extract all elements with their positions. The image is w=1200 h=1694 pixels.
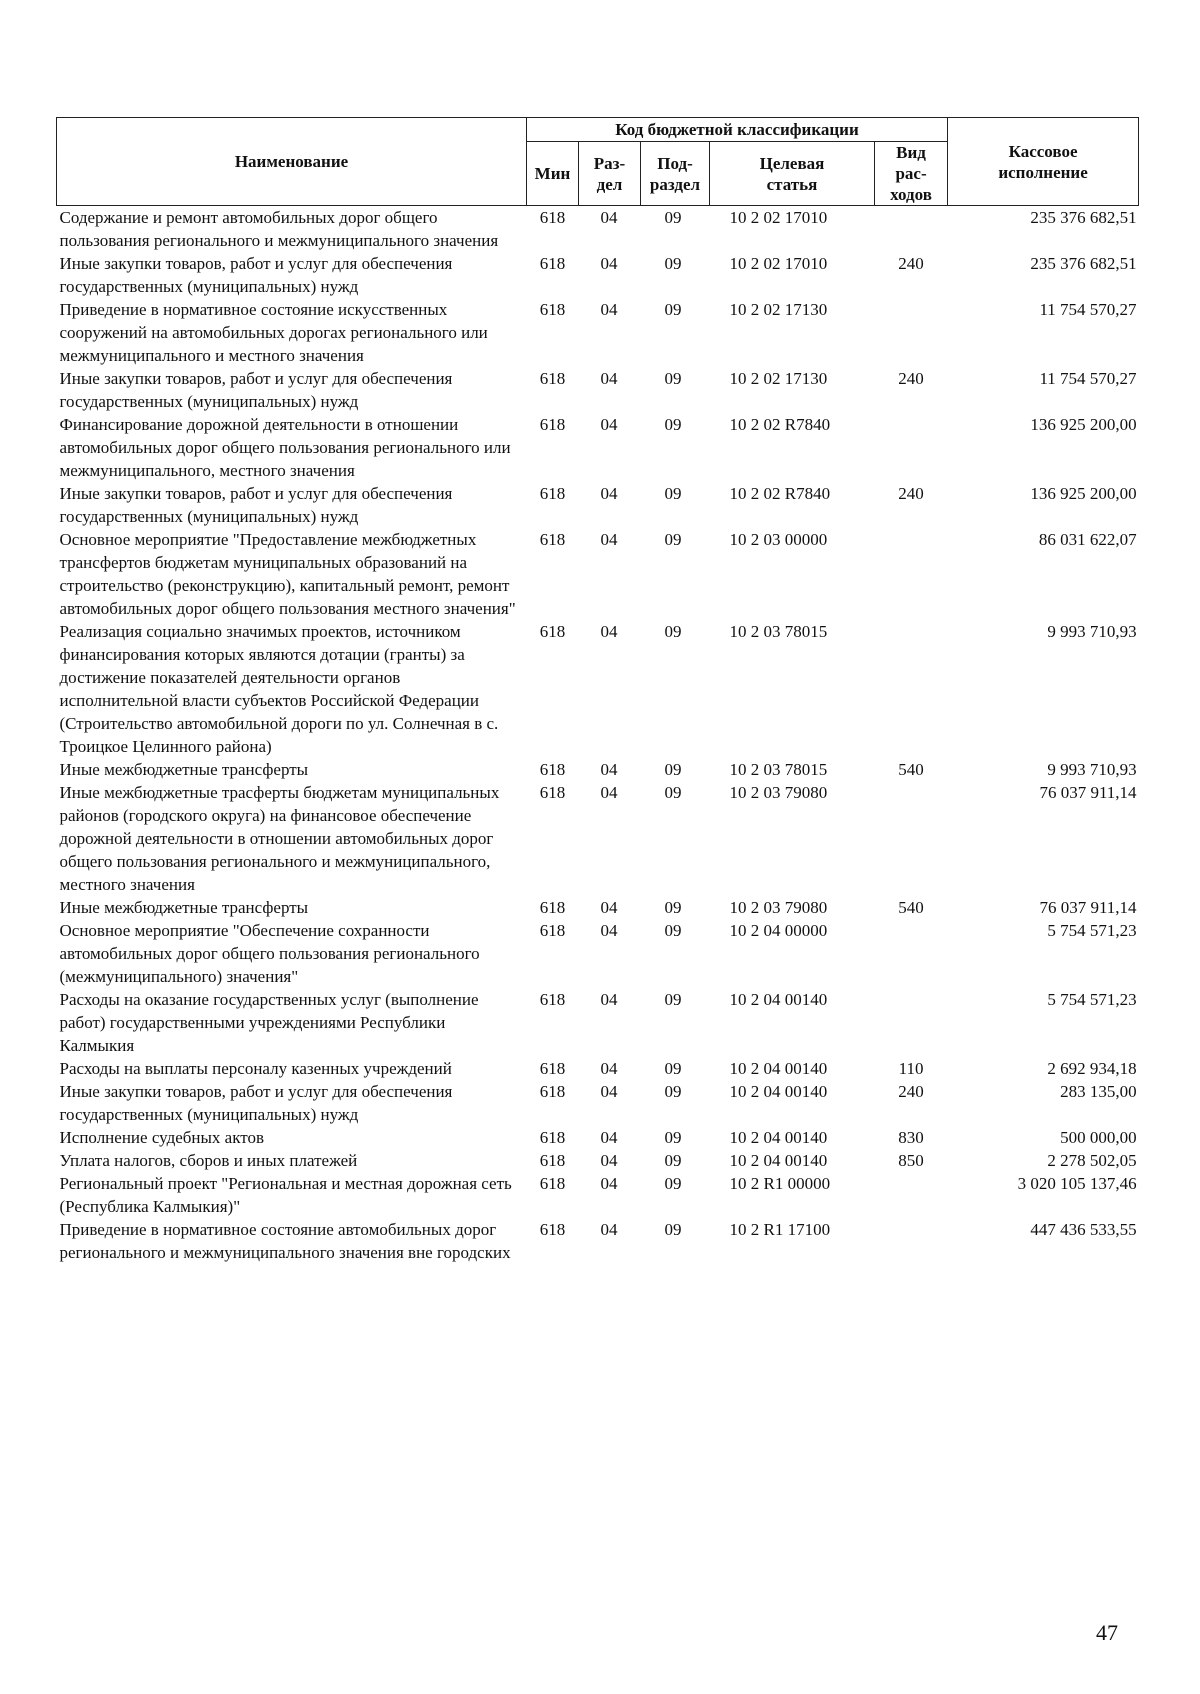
header-expense-type (875, 142, 948, 206)
row-article: 10 2 04 00140 (729, 1082, 828, 1101)
table-row (57, 758, 1139, 781)
row-expense-type (875, 413, 948, 482)
row-expense-type: 830 (898, 1128, 924, 1147)
row-subsection: 09 (664, 300, 682, 319)
table-row (57, 620, 1139, 758)
row-name: Приведение в нормативное состояние искусственных сооружений на автомобильных дорогах регионального или межмуниципального и местного значения (59, 300, 488, 365)
row-expense-type (875, 988, 948, 1057)
row-expense-type (875, 298, 948, 367)
table-row (57, 206, 1139, 253)
row-article: 10 2 03 78015 (729, 622, 828, 641)
row-name: Иные закупки товаров, работ и услуг для обеспечения государственных (муниципальных) нужд (59, 484, 453, 526)
row-amount: 2 692 934,18 (1047, 1059, 1137, 1078)
row-article: 10 2 02 17010 (729, 254, 828, 273)
table-row (57, 988, 1139, 1057)
header-article (710, 142, 875, 206)
row-amount: 2 278 502,05 (1047, 1151, 1137, 1170)
row-section: 04 (600, 254, 618, 273)
row-amount: 76 037 911,14 (1039, 783, 1137, 802)
row-expense-type (875, 1172, 948, 1218)
row-subsection: 09 (664, 530, 682, 549)
header-section (579, 142, 641, 206)
table-row (57, 1218, 1139, 1264)
row-section: 04 (600, 1082, 618, 1101)
document-page (56, 117, 1138, 1264)
table-body (57, 206, 1139, 1265)
row-expense-type: 110 (898, 1059, 924, 1078)
row-subsection: 09 (664, 254, 682, 273)
row-name: Иные межбюджетные трансферты (59, 898, 309, 917)
row-expense-type (875, 620, 948, 758)
row-min: 618 (539, 1059, 566, 1078)
row-section: 04 (600, 1220, 618, 1239)
row-name: Приведение в нормативное состояние автомобильных дорог регионального и межмуниципального значения вне городских (59, 1220, 511, 1262)
row-section: 04 (600, 1174, 618, 1193)
row-min: 618 (539, 415, 566, 434)
row-subsection: 09 (664, 622, 682, 641)
table-row (57, 919, 1139, 988)
header-amount-text: Кассовое исполнение (998, 141, 1088, 182)
row-amount: 11 754 570,27 (1039, 300, 1137, 319)
row-article: 10 2 04 00140 (729, 990, 828, 1009)
table-row (57, 781, 1139, 896)
row-section: 04 (600, 990, 618, 1009)
row-min: 618 (539, 254, 566, 273)
row-section: 04 (600, 484, 618, 503)
row-article: 10 2 04 00140 (729, 1059, 828, 1078)
table-header (57, 118, 1139, 206)
row-name: Иные закупки товаров, работ и услуг для обеспечения государственных (муниципальных) нужд (59, 369, 453, 411)
row-subsection: 09 (664, 415, 682, 434)
row-article: 10 2 R1 17100 (729, 1220, 831, 1239)
header-section-text: Раз- дел (593, 153, 626, 194)
row-name: Реализация социально значимых проектов, источником финансирования которых являются дотации (гранты) за достижение показателей деятельности органов исполнительной власти субъектов Российской Федерации (Строительство автомобильной дороги по ул. Солнечная в с. Троицкое Целинного района) (59, 622, 499, 756)
row-subsection: 09 (664, 783, 682, 802)
row-subsection: 09 (664, 208, 682, 227)
row-amount: 136 925 200,00 (1030, 484, 1137, 503)
row-name: Исполнение судебных актов (59, 1128, 264, 1147)
row-min: 618 (539, 990, 566, 1009)
header-min-text: Мин (534, 164, 571, 183)
row-min: 618 (539, 1174, 566, 1193)
row-amount: 447 436 533,55 (1030, 1220, 1137, 1239)
row-section: 04 (600, 1128, 618, 1147)
header-article-text: Целевая статья (759, 153, 825, 194)
row-amount: 5 754 571,23 (1047, 921, 1137, 940)
row-section: 04 (600, 208, 618, 227)
row-subsection: 09 (664, 760, 682, 779)
row-min: 618 (539, 760, 566, 779)
table-row (57, 482, 1139, 528)
row-amount: 86 031 622,07 (1038, 530, 1137, 549)
row-min: 618 (539, 622, 566, 641)
row-expense-type: 240 (898, 254, 924, 273)
row-article: 10 2 03 79080 (729, 783, 828, 802)
table-row (57, 298, 1139, 367)
row-article: 10 2 04 00140 (729, 1128, 828, 1147)
row-min: 618 (539, 921, 566, 940)
table-row (57, 1149, 1139, 1172)
table-row (57, 896, 1139, 919)
page-number: 47 (1096, 1620, 1118, 1645)
row-article: 10 2 02 17130 (729, 300, 828, 319)
row-amount: 3 020 105 137,46 (1017, 1174, 1137, 1193)
row-subsection: 09 (664, 990, 682, 1009)
table-row (57, 1057, 1139, 1080)
row-article: 10 2 04 00000 (729, 921, 828, 940)
row-section: 04 (600, 300, 618, 319)
row-name: Иные межбюджетные трасферты бюджетам муниципальных районов (городского округа) на финансовое обеспечение дорожной деятельности в отношении автомобильных дорог общего пользования регионального и межмуниципального, местного значения (59, 783, 500, 894)
row-subsection: 09 (664, 1151, 682, 1170)
row-article: 10 2 04 00140 (729, 1151, 828, 1170)
row-expense-type: 240 (898, 484, 924, 503)
row-amount: 76 037 911,14 (1039, 898, 1137, 917)
row-section: 04 (600, 1059, 618, 1078)
row-min: 618 (539, 369, 566, 388)
row-name: Расходы на выплаты персоналу казенных учреждений (59, 1059, 452, 1078)
table-row (57, 528, 1139, 620)
row-article: 10 2 R1 00000 (729, 1174, 831, 1193)
header-subsection-text: Под- раздел (649, 153, 701, 194)
row-subsection: 09 (664, 1174, 682, 1193)
row-section: 04 (600, 1151, 618, 1170)
row-subsection: 09 (664, 369, 682, 388)
row-article: 10 2 02 17130 (729, 369, 828, 388)
row-subsection: 09 (664, 484, 682, 503)
row-article: 10 2 02 R7840 (729, 415, 831, 434)
row-amount: 235 376 682,51 (1030, 254, 1137, 273)
row-min: 618 (539, 1082, 566, 1101)
row-name: Финансирование дорожной деятельности в отношении автомобильных дорог общего пользования регионального или межмуниципального, местного значения (59, 415, 511, 480)
budget-table (56, 117, 1139, 1264)
row-min: 618 (539, 898, 566, 917)
table-row (57, 413, 1139, 482)
header-min (527, 142, 579, 206)
row-name: Основное мероприятие "Предоставление межбюджетных трансфертов бюджетам муниципальных образований на строительство (реконструкцию), капитальный ремонт, ремонт автомобильных дорог общего пользования местного значения" (59, 530, 516, 618)
header-classification-code: Код бюджетной классификации (527, 118, 948, 142)
row-subsection: 09 (664, 1059, 682, 1078)
row-name: Уплата налогов, сборов и иных платежей (59, 1151, 358, 1170)
header-amount (948, 118, 1139, 206)
row-min: 618 (539, 1151, 566, 1170)
row-name: Иные закупки товаров, работ и услуг для обеспечения государственных (муниципальных) нужд (59, 1082, 453, 1124)
row-min: 618 (539, 530, 566, 549)
row-amount: 283 135,00 (1060, 1082, 1137, 1101)
header-subsection (641, 142, 710, 206)
row-section: 04 (600, 369, 618, 388)
row-amount: 9 993 710,93 (1047, 760, 1137, 779)
row-expense-type: 850 (898, 1151, 924, 1170)
row-subsection: 09 (664, 1220, 682, 1239)
row-article: 10 2 02 17010 (729, 208, 828, 227)
row-expense-type: 540 (898, 898, 924, 917)
row-expense-type (875, 781, 948, 896)
row-section: 04 (600, 921, 618, 940)
row-name: Основное мероприятие "Обеспечение сохранности автомобильных дорог общего пользования регионального (межмуниципального) значения" (59, 921, 480, 986)
row-section: 04 (600, 760, 618, 779)
row-name: Содержание и ремонт автомобильных дорог общего пользования регионального и межмуниципального значения (59, 208, 499, 250)
row-expense-type: 240 (898, 1082, 924, 1101)
row-amount: 235 376 682,51 (1030, 208, 1137, 227)
row-section: 04 (600, 530, 618, 549)
table-row (57, 1126, 1139, 1149)
row-expense-type: 240 (898, 369, 924, 388)
row-subsection: 09 (664, 1082, 682, 1101)
row-section: 04 (600, 415, 618, 434)
header-name: Наименование (57, 118, 527, 206)
row-expense-type (875, 528, 948, 620)
row-min: 618 (539, 1220, 566, 1239)
row-min: 618 (539, 208, 566, 227)
row-expense-type (875, 919, 948, 988)
row-section: 04 (600, 898, 618, 917)
row-expense-type: 540 (898, 760, 924, 779)
row-article: 10 2 02 R7840 (729, 484, 831, 503)
row-name: Расходы на оказание государственных услуг (выполнение работ) государственными учреждениями Республики Калмыкия (59, 990, 479, 1055)
table-row (57, 1080, 1139, 1126)
row-amount: 500 000,00 (1060, 1128, 1137, 1147)
row-subsection: 09 (664, 898, 682, 917)
table-row (57, 367, 1139, 413)
row-amount: 11 754 570,27 (1039, 369, 1137, 388)
row-expense-type (875, 1218, 948, 1264)
row-min: 618 (539, 484, 566, 503)
row-amount: 9 993 710,93 (1047, 622, 1137, 641)
table-row (57, 252, 1139, 298)
row-name: Иные закупки товаров, работ и услуг для обеспечения государственных (муниципальных) нужд (59, 254, 453, 296)
row-expense-type (875, 206, 948, 253)
row-section: 04 (600, 622, 618, 641)
row-name: Региональный проект "Региональная и местная дорожная сеть (Республика Калмыкия)" (59, 1174, 512, 1216)
row-article: 10 2 03 78015 (729, 760, 828, 779)
row-min: 618 (539, 1128, 566, 1147)
row-subsection: 09 (664, 1128, 682, 1147)
table-row (57, 1172, 1139, 1218)
row-name: Иные межбюджетные трансферты (59, 760, 309, 779)
row-amount: 136 925 200,00 (1030, 415, 1137, 434)
row-article: 10 2 03 79080 (729, 898, 828, 917)
row-min: 618 (539, 783, 566, 802)
row-amount: 5 754 571,23 (1047, 990, 1137, 1009)
header-expense-type-text: Вид рас- ходов (890, 143, 932, 204)
row-min: 618 (539, 300, 566, 319)
row-subsection: 09 (664, 921, 682, 940)
row-article: 10 2 03 00000 (729, 530, 828, 549)
row-section: 04 (600, 783, 618, 802)
